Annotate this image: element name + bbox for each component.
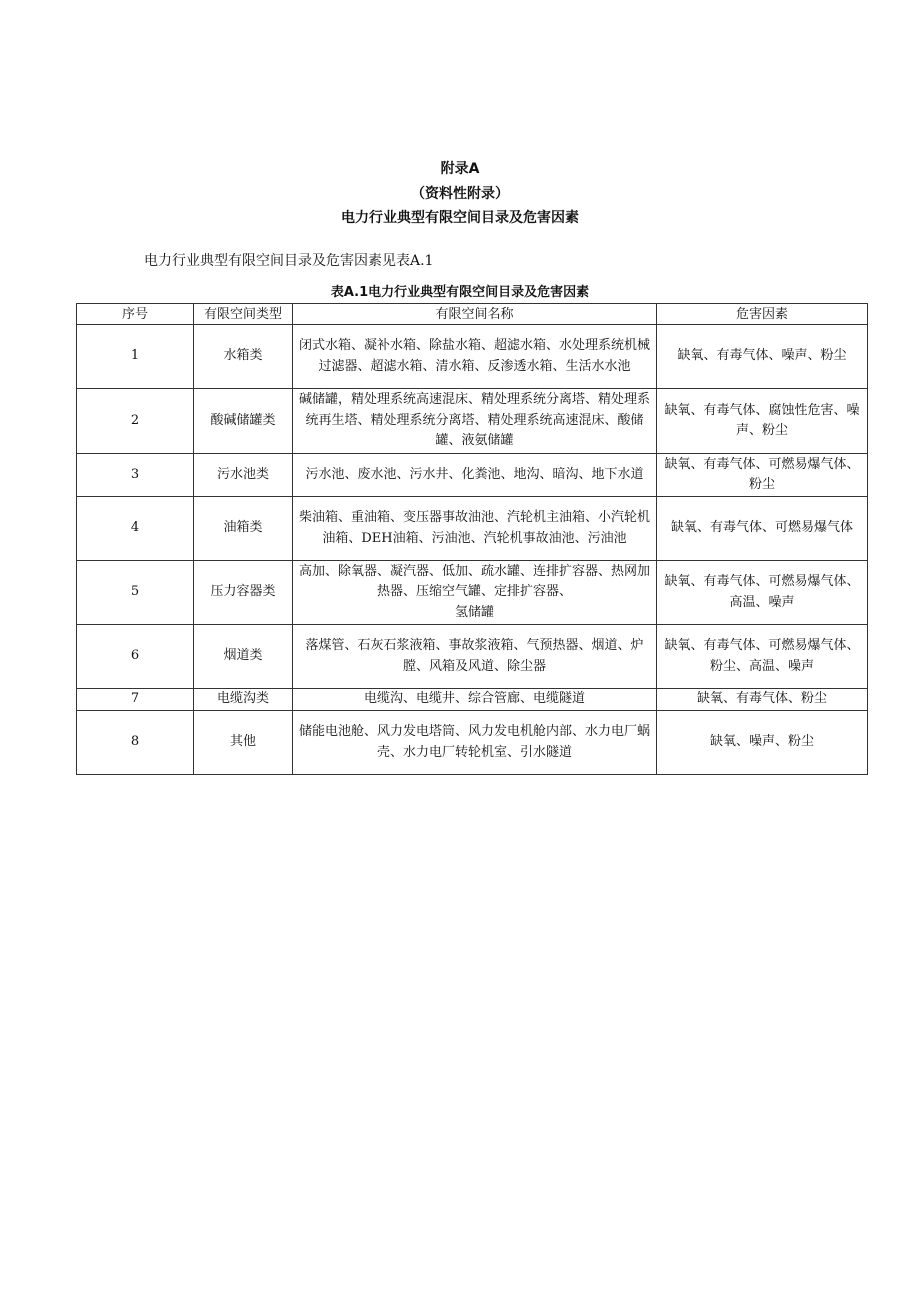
header-hazard: 危害因素 bbox=[657, 304, 868, 325]
appendix-title: 电力行业典型有限空间目录及危害因素 bbox=[341, 210, 579, 226]
row-name: 闭式水箱、凝补水箱、除盐水箱、超滤水箱、水处理系统机械过滤器、超滤水箱、清水箱、反渗透水箱、生活水水池 bbox=[293, 325, 657, 389]
row-name: 高加、除氧器、凝汽器、低加、疏水罐、连排扩容器、热网加热器、压缩空气罐、定排扩容器、 氢储罐 bbox=[293, 561, 657, 625]
table-row bbox=[77, 454, 868, 497]
header-type: 有限空间类型 bbox=[194, 304, 293, 325]
row-seq: 1 bbox=[77, 325, 194, 389]
row-hazard: 缺氧、有毒气体、可燃易爆气体、粉尘、高温、噪声 bbox=[657, 625, 868, 689]
row-name: 污水池、废水池、污水井、化粪池、地沟、暗沟、地下水道 bbox=[293, 454, 657, 497]
row-hazard: 缺氧、有毒气体、可燃易爆气体、粉尘 bbox=[657, 454, 868, 497]
table-row bbox=[77, 711, 868, 775]
row-hazard: 缺氧、有毒气体、腐蚀性危害、噪声、粉尘 bbox=[657, 389, 868, 454]
row-name: 落煤管、石灰石浆液箱、事故浆液箱、气预热器、烟道、炉膛、风箱及风道、除尘器 bbox=[293, 625, 657, 689]
table-row bbox=[77, 389, 868, 454]
row-name: 碱储罐，精处理系统高速混床、精处理系统分离塔、精处理系统再生塔、精处理系统分离塔、精处理系统高速混床、酸储罐、液氨储罐 bbox=[293, 389, 657, 454]
row-seq: 2 bbox=[77, 389, 194, 454]
table-row bbox=[77, 625, 868, 689]
table-header-row bbox=[77, 304, 868, 325]
row-type: 其他 bbox=[194, 711, 293, 775]
row-name: 储能电池舱、风力发电塔筒、风力发电机舱内部、水力电厂蜗壳、水力电厂转轮机室、引水隧道 bbox=[293, 711, 657, 775]
row-seq: 8 bbox=[77, 711, 194, 775]
confined-space-table bbox=[76, 303, 868, 775]
row-type: 水箱类 bbox=[194, 325, 293, 389]
row-hazard: 缺氧、有毒气体、可燃易爆气体 bbox=[657, 497, 868, 561]
row-name: 柴油箱、重油箱、变压器事故油池、汽轮机主油箱、小汽轮机油箱、DEH油箱、污油池、汽轮机事故油池、污油池 bbox=[293, 497, 657, 561]
row-type: 电缆沟类 bbox=[194, 689, 293, 711]
table-row bbox=[77, 497, 868, 561]
row-hazard: 缺氧、有毒气体、可燃易爆气体、高温、噪声 bbox=[657, 561, 868, 625]
row-name: 电缆沟、电缆井、综合管廊、电缆隧道 bbox=[293, 689, 657, 711]
row-seq: 4 bbox=[77, 497, 194, 561]
table-row bbox=[77, 689, 868, 711]
row-seq: 7 bbox=[77, 689, 194, 711]
row-type: 污水池类 bbox=[194, 454, 293, 497]
appendix-type: （资料性附录） bbox=[411, 186, 509, 202]
row-type: 烟道类 bbox=[194, 625, 293, 689]
row-seq: 6 bbox=[77, 625, 194, 689]
row-type: 油箱类 bbox=[194, 497, 293, 561]
intro-paragraph: 电力行业典型有限空间目录及危害因素见表A.1 bbox=[144, 253, 434, 269]
table-caption: 表A.1电力行业典型有限空间目录及危害因素 bbox=[330, 285, 590, 300]
header-seq: 序号 bbox=[77, 304, 194, 325]
row-type: 压力容器类 bbox=[194, 561, 293, 625]
row-seq: 3 bbox=[77, 454, 194, 497]
header-name: 有限空间名称 bbox=[293, 304, 657, 325]
table-row bbox=[77, 325, 868, 389]
row-hazard: 缺氧、有毒气体、粉尘 bbox=[657, 689, 868, 711]
row-hazard: 缺氧、有毒气体、噪声、粉尘 bbox=[657, 325, 868, 389]
appendix-label: 附录A bbox=[440, 161, 480, 177]
table-row bbox=[77, 561, 868, 625]
row-hazard: 缺氧、噪声、粉尘 bbox=[657, 711, 868, 775]
row-type: 酸碱储罐类 bbox=[194, 389, 293, 454]
row-seq: 5 bbox=[77, 561, 194, 625]
